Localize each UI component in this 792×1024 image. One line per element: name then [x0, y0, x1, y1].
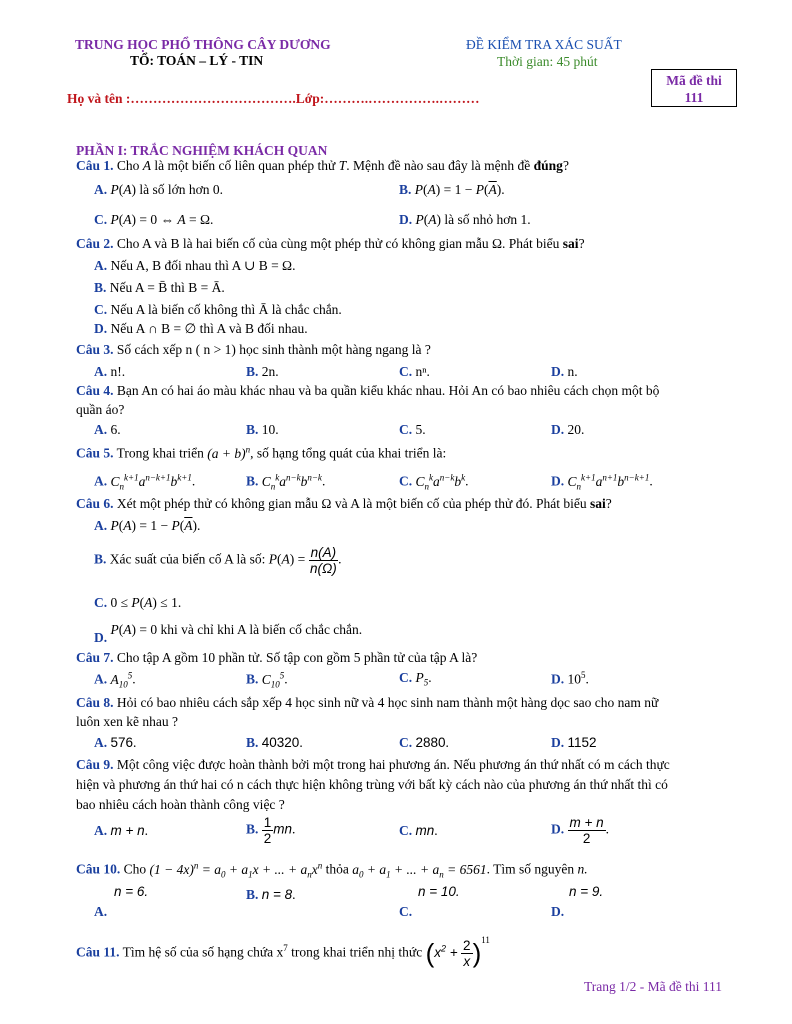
q8-option-b[interactable]: B. 40320. — [246, 735, 303, 750]
student-info-line: Họ và tên :……………………………….Lớp:……….…………….……… — [67, 91, 480, 106]
q3-option-b[interactable]: B. 2n. — [246, 364, 279, 379]
exam-duration: Thời gian: 45 phút — [497, 54, 598, 69]
question-label: Câu 1. — [76, 158, 114, 173]
question-2: Câu 2. Cho A và B là hai biến cố của cùng một phép thử có không gian mẫu Ω. Phát biểu sai? — [76, 236, 585, 251]
school-name: TRUNG HỌC PHỔ THÔNG CÂY DƯƠNG — [75, 37, 331, 52]
q3-option-c[interactable]: C. nⁿ. — [399, 364, 430, 379]
q7-option-b[interactable]: B. $C_{10}^5$. — [246, 670, 288, 690]
question-6: Câu 6. Xét một phép thử có không gian mẫu Ω và A là một biến cố của phép thử đó. Phát biểu sai? — [76, 496, 612, 511]
q9-option-c[interactable]: C. mn. — [399, 823, 438, 838]
q4-option-c[interactable]: C. 5. — [399, 422, 426, 437]
question-5: Câu 5. Trong khai triển $(a + b)^n$, số hạng tổng quát của khai triển là: — [76, 444, 447, 461]
q9-option-b[interactable]: B. $\frac{1}{2}$ mn. — [246, 815, 296, 846]
q5-option-a[interactable]: A. $C_n^{k+1}a^{n-k+1}b^{k+1}$. — [94, 472, 196, 492]
q5-option-d[interactable]: D. $C_n^{k+1}a^{n+1}b^{n-k+1}$. — [551, 472, 653, 492]
q7-option-d[interactable]: D. $10^5$. — [551, 670, 589, 687]
q2-option-c[interactable]: C. Nếu A là biến cố không thì Ā là chắc chắn. — [94, 302, 342, 317]
q8-option-c[interactable]: C. 2880. — [399, 735, 449, 750]
q4-option-d[interactable]: D. 20. — [551, 422, 585, 437]
q8-option-a[interactable]: A. 576. — [94, 735, 137, 750]
probability-fraction: $\frac{n(A)}{n(\Omega)}$ — [309, 545, 337, 576]
q7-option-c[interactable]: C. $P_5$. — [399, 670, 432, 688]
q10-option-c-value: n = 10. — [418, 884, 460, 899]
exam-code-box — [651, 69, 737, 107]
question-7: Câu 7. Cho tập A gồm 10 phần tử. Số tập con gồm 5 phần tử của tập A là? — [76, 650, 478, 665]
q10-option-b[interactable]: B. n = 8. — [246, 887, 296, 902]
q4-option-b[interactable]: B. 10. — [246, 422, 279, 437]
q4-option-a[interactable]: A. 6. — [94, 422, 121, 437]
q10-option-c[interactable]: C. — [399, 904, 413, 919]
q3-option-a[interactable]: A. n!. — [94, 364, 126, 379]
question-8-cont: luôn xen kẽ nhau ? — [76, 714, 178, 729]
question-9-cont: hiện và phương án thứ hai có n cách thực hiện không trùng với bất kỳ cách nào của phương án thứ nhất thì có — [76, 777, 668, 792]
q3-option-d[interactable]: D. n. — [551, 364, 578, 379]
question-8: Câu 8. Hỏi có bao nhiêu cách sắp xếp 4 học sinh nữ và 4 học sinh nam thành một hàng dọc sao cho nam nữ — [76, 695, 659, 710]
exam-title: ĐỀ KIỂM TRA XÁC SUẤT — [466, 37, 622, 52]
exam-code-label: Mã đề thi — [666, 73, 722, 88]
q7-option-a[interactable]: A. $A_{10}^5$. — [94, 670, 136, 690]
question-4: Câu 4. Bạn An có hai áo màu khác nhau và ba quần kiểu khác nhau. Hỏi An có bao nhiêu cách chọn một bộ — [76, 383, 660, 398]
question-9-cont2: bao nhiêu cách hoàn thành công việc ? — [76, 797, 285, 812]
section-title: PHẦN I: TRẮC NGHIỆM KHÁCH QUAN — [76, 143, 328, 158]
q1-option-b[interactable]: B. $P(A) = 1 - P(\overline{A})$. — [399, 182, 505, 197]
exam-code-value: 111 — [684, 90, 704, 105]
question-9: Câu 9. Một công việc được hoàn thành bởi một trong hai phương án. Nếu phương án thứ nhất có m cách thực — [76, 757, 670, 772]
question-1: Câu 1. Cho A là một biến cố liên quan phép thử T. Mệnh đề nào sau đây là mệnh đề đúng? — [76, 158, 569, 173]
q1-option-a[interactable]: A. P(A) là số lớn hơn 0. — [94, 182, 224, 197]
question-4-cont: quần áo? — [76, 402, 125, 417]
q5-option-b[interactable]: B. $C_n^ka^{n-k}b^{n-k}$. — [246, 472, 326, 492]
q2-option-d[interactable]: D. Nếu A ∩ B = ∅ thì A và B đối nhau. — [94, 321, 308, 336]
question-11: Câu 11. Tìm hệ số của số hạng chứa $x^7$ trong khai triển nhị thức ($x^2$ + $\frac{2}{x}$ )$^{11}$ — [76, 935, 490, 969]
question-3: Câu 3. Số cách xếp n ( n > 1) học sinh thành một hàng ngang là ? — [76, 342, 431, 357]
question-10: Câu 10. Cho $(1 - 4x)^n = a_0 + a_1x$ + ... + $a_nx^n$ thỏa $a_0 + a_1$ + ... + $a_n = 6561$. Tìm số nguyên n. — [76, 860, 588, 880]
q10-option-a-value: n = 6. — [114, 884, 149, 899]
q1-option-c[interactable]: C. P(A) = 0 ⇔ A = Ω. — [94, 212, 214, 227]
q2-option-a[interactable]: A. Nếu A, B đối nhau thì A ∪ B = Ω. — [94, 258, 296, 273]
q6-option-d[interactable]: D. P(A) = 0 khi và chỉ khi A là biến cố chắc chắn. — [94, 622, 363, 645]
q2-option-b[interactable]: B. Nếu A = B̄ thì B = Ā. — [94, 280, 225, 295]
q6-option-a[interactable]: A. $P(A) = 1 - P(\overline{A})$. — [94, 518, 201, 533]
q10-option-d-value: n = 9. — [569, 884, 604, 899]
q9-option-d[interactable]: D. $\frac{m + n}{2}$ . — [551, 815, 610, 846]
q10-option-a[interactable]: A. — [94, 904, 108, 919]
q6-option-b[interactable]: B. Xác suất của biến cố A là số: P(A) = $\frac{n(A)}{n(\Omega)}$ . — [94, 545, 342, 576]
q9-option-a[interactable]: A. m + n. — [94, 823, 149, 838]
q5-option-c[interactable]: C. $C_n^ka^{n-k}b^k$. — [399, 472, 469, 492]
q6-option-c[interactable]: C. 0 ≤ P(A) ≤ 1. — [94, 595, 182, 610]
q10-option-d[interactable]: D. — [551, 904, 565, 919]
q1-option-d[interactable]: D. P(A) là số nhỏ hơn 1. — [399, 212, 531, 227]
department: TỔ: TOÁN – LÝ - TIN — [130, 53, 264, 68]
q8-option-d[interactable]: D. 1152 — [551, 735, 597, 750]
page-footer: Trang 1/2 - Mã đề thi 111 — [584, 979, 722, 994]
